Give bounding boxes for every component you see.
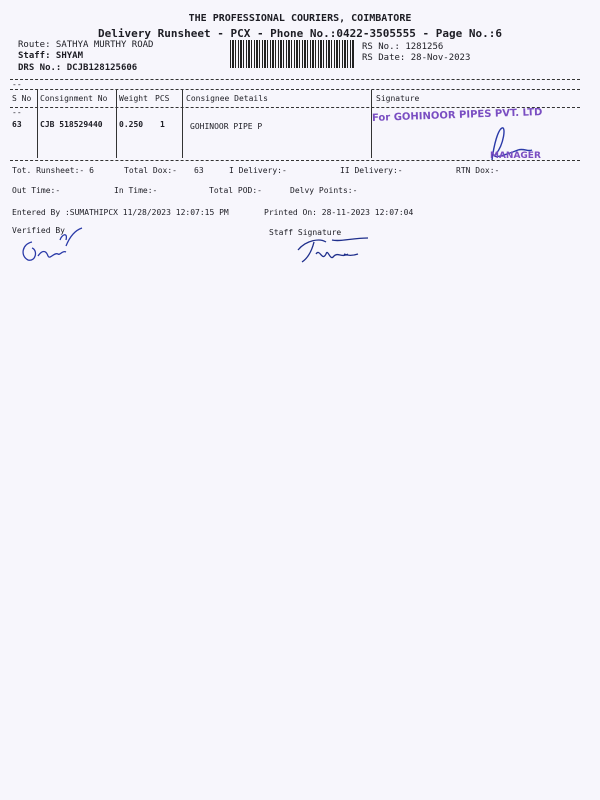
dash-mark: -- <box>12 80 22 89</box>
table-header-top-rule <box>10 89 580 90</box>
total-pod: Total POD:- <box>209 186 262 195</box>
tot-runsheet: Tot. Runsheet:- 6 <box>12 166 94 175</box>
col-divider <box>371 90 372 158</box>
verified-signature-icon <box>16 222 86 268</box>
col-header-sno: S No <box>12 94 32 103</box>
staff-signature-label: Staff Signature <box>269 228 342 237</box>
row-pcs: 1 <box>160 120 165 129</box>
col-header-signature: Signature <box>376 94 420 103</box>
table-top-rule <box>10 79 580 80</box>
row-sno: 63 <box>12 120 22 129</box>
col-header-consignment: Consignment No <box>40 94 108 103</box>
verified-by-label: Verified By <box>12 226 65 235</box>
col-divider <box>182 90 183 158</box>
i-delivery: I Delivery:- <box>229 166 287 175</box>
printed-on: Printed On: 28-11-2023 12:07:04 <box>264 208 414 217</box>
rs-number: RS No.: 1281256 <box>362 42 444 52</box>
col-header-consignee: Consignee Details <box>186 94 268 103</box>
entered-by: Entered By :SUMATHIPCX 11/28/2023 12:07:15 PM <box>12 208 229 217</box>
company-title: THE PROFESSIONAL COURIERS, COIMBATORE <box>188 13 412 24</box>
col-header-weight: Weight <box>119 94 148 103</box>
route-label: Route: SATHYA MURTHY ROAD <box>18 40 154 50</box>
ii-delivery: II Delivery:- <box>340 166 403 175</box>
table-bottom-rule <box>10 160 580 161</box>
company-stamp: For GOHINOOR PIPES PVT. LTD <box>371 107 543 124</box>
row-weight: 0.250 <box>119 120 144 129</box>
barcode <box>230 40 354 68</box>
in-time: In Time:- <box>114 186 158 195</box>
out-time: Out Time:- <box>12 186 61 195</box>
drs-number: DRS No.: DCJB128125606 <box>18 63 138 73</box>
dash-mark: -- <box>12 108 22 117</box>
total-dox-label: Total Dox:- <box>124 166 177 175</box>
row-consignment: CJB 518529440 <box>40 120 103 129</box>
total-dox-value: 63 <box>194 166 204 175</box>
delvy-points: Delvy Points:- <box>290 186 358 195</box>
staff-label: Staff: SHYAM <box>18 51 84 61</box>
rs-date: RS Date: 28-Nov-2023 <box>362 53 471 63</box>
runsheet-subtitle: Delivery Runsheet - PCX - Phone No.:0422-3505555 - Page No.:6 <box>98 27 502 40</box>
col-divider <box>37 90 38 158</box>
col-header-pcs: PCS <box>155 94 170 103</box>
row-consignee: GOHINOOR PIPE P <box>190 122 263 131</box>
manager-stamp: MANAGER <box>490 151 541 161</box>
col-divider <box>116 90 117 158</box>
rtn-dox: RTN Dox:- <box>456 166 500 175</box>
staff-signature-icon <box>292 232 372 268</box>
